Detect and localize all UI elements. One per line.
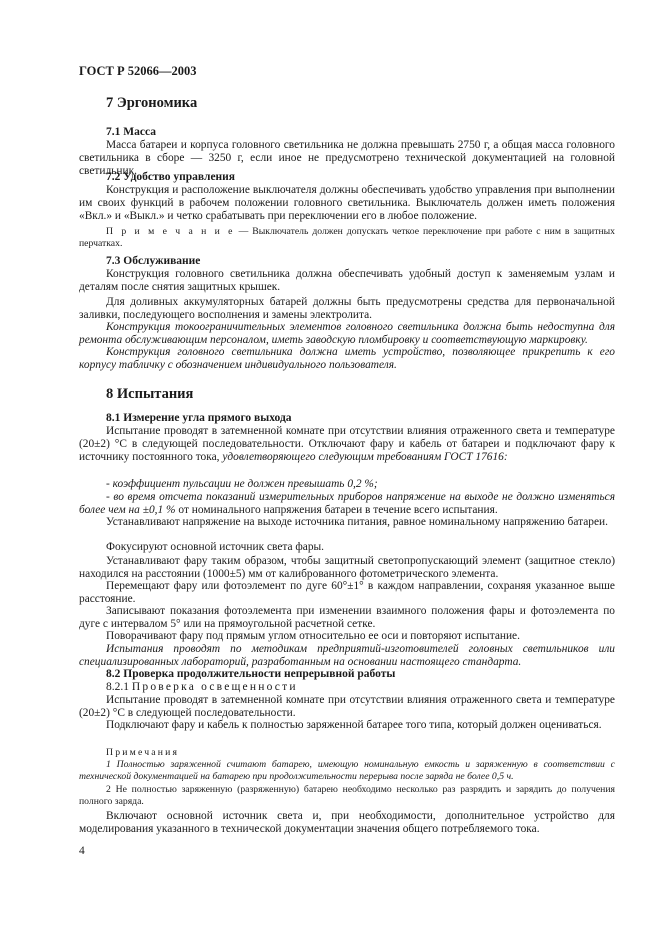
notes-label: Примечания (106, 747, 180, 758)
section-8-1-heading: 8.1 Измерение угла прямого выхода (106, 412, 292, 424)
requirement-2 (79, 491, 615, 517)
note-1: 1 Полностью заряженной считают батарею, имеющую номинальную емкость и заряженную в соответствии с технической документацией на батарею при продолжительности перерыва после заряда не более 0,5 ч. (79, 759, 615, 783)
section-7-3-paragraph-2: Для доливных аккумуляторных батарей должны быть предусмотрены средства для первоначальной заливки, последующего восполнения и замены электролита. (79, 296, 615, 322)
section-7-2-note (79, 226, 615, 250)
paragraph-text-italic: удовлетворяющего следующим требованиям ГОСТ 17616: (222, 451, 508, 464)
section-7-3-paragraph-3: Конструкция токоограничительных элементов головного светильника должна быть недоступна для ремонта обслуживающим персоналом, иметь заводскую пломбировку и соответствующую маркировку. (79, 321, 615, 347)
note-label: П р и м е ч а н и е (106, 226, 235, 237)
section-7-2-heading: 7.2 Удобство управления (106, 171, 236, 183)
section-7-1-text: Масса батареи и корпуса головного светильника не должна превышать 2750 г, а общая масса головного светильника в сборе — 3250 г, если иное не предусмотрено технической документацией на головной светильник. (79, 139, 615, 178)
section-8-1-paragraph-2: Устанавливают напряжение на выходе источника питания, равное номинальному напряжению батареи. (106, 516, 608, 528)
section-8-1-paragraph-3: Фокусируют основной источник света фары. (106, 541, 325, 553)
section-8-1-paragraph-7: Поворачивают фару под прямым углом относительно ее оси и повторяют испытание. (106, 630, 520, 642)
note-text: — Выключатель должен допускать четкое переключение при работе с ним в защитных перчатках. (79, 226, 615, 250)
page-number: 4 (79, 845, 85, 857)
requirement-2-italic: - во время отсчета показаний измерительных приборов напряжение на выходе не должно изменяться более чем на ±0,1 % (79, 491, 615, 517)
section-7-2-text: Конструкция и расположение выключателя должны обеспечивать удобство управления при выполнении им своих функций в рабочем положении головного светильника. Выключатель должен иметь положения «Вкл.» и «Выкл.» и четко срабатывать при переключении его в любое положение. (79, 184, 615, 223)
section-8-1-paragraph-4: Устанавливают фару таким образом, чтобы защитный светопропускающий элемент (защитное стекло) находился на расстоянии (1000±5) мм от калиброванного фотометрического элемента. (79, 555, 615, 581)
section-8-1-paragraph-1 (79, 425, 615, 465)
section-8-2-1-number: 8.2.1 (106, 681, 129, 693)
section-8-2-1-title: Проверка освещенности (131, 681, 298, 693)
requirement-1: - коэффициент пульсации не должен превышать 0,2 %; (106, 478, 378, 490)
section-8-heading: 8 Испытания (106, 386, 194, 402)
section-8-2-1-heading (106, 681, 298, 693)
section-8-2-1-paragraph-1: Испытание проводят в затемненной комнате при отсутствии влияния отраженного света и температуре (20±2) °С в следующей последовательности. (79, 694, 615, 720)
section-8-1-paragraph-5: Перемещают фару или фотоэлемент по дуге 60°±1° в каждом направлении, сохраняя указанное выше расстояние. (79, 580, 615, 606)
section-7-3-paragraph-1: Конструкция головного светильника должна обеспечивать удобный доступ к заменяемым узлам и деталям после снятия защитных крышек. (79, 268, 615, 294)
section-7-3-paragraph-4: Конструкция головного светильника должна иметь устройство, позволяющее прикрепить к его корпусу табличку с обозначением индивидуального пользователя. (79, 346, 615, 372)
paragraph-text: Испытание проводят в затемненной комнате при отсутствии влияния отраженного света и температуре (20±2) °С в следующей последовательности. Отключают фару и кабель от батареи и подключают фару к источнику постоянного тока, (79, 425, 615, 464)
section-8-1-paragraph-8: Испытания проводят по методикам предприятий-изготовителей головных светильников или специализированных лабораторий, разработанным на основании настоящего стандарта. (79, 643, 615, 669)
section-8-2-1-paragraph-2: Подключают фару и кабель к полностью заряженной батарее того типа, который должен оцениваться. (106, 719, 602, 731)
section-7-heading: 7 Эргономика (106, 95, 198, 111)
section-8-2-heading: 8.2 Проверка продолжительности непрерывной работы (106, 668, 396, 680)
document-code: ГОСТ Р 52066—2003 (79, 64, 197, 78)
section-8-1-paragraph-6: Записывают показания фотоэлемента при изменении взаимного положения фары и фотоэлемента по дуге с интервалом 5° или на прямоугольной расчетной сетке. (79, 605, 615, 631)
note-2: 2 Не полностью заряженную (разряженную) батарею необходимо несколько раз разрядить и зарядить до получения полного заряда. (79, 784, 615, 808)
section-7-3-heading: 7.3 Обслуживание (106, 255, 201, 267)
section-7-1-heading: 7.1 Масса (106, 126, 156, 138)
section-8-2-1-paragraph-3: Включают основной источник света и, при необходимости, дополнительное устройство для моделирования указанного в технической документации значения общего потребляемого тока. (79, 810, 615, 836)
requirement-2-text: от номинального напряжения батареи в течение всего испытания. (178, 504, 498, 517)
